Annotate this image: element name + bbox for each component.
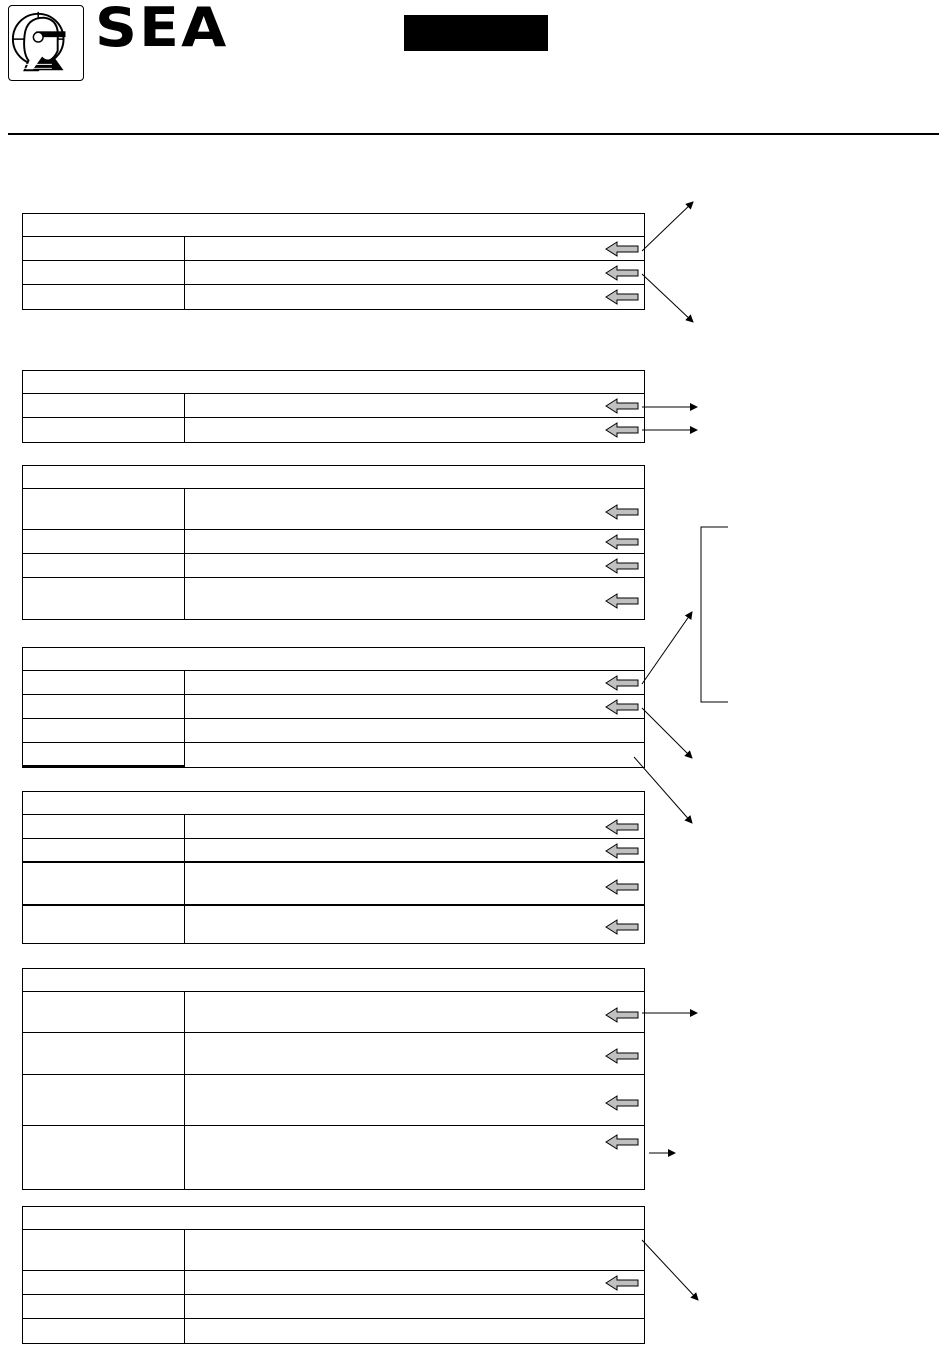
bracket (701, 527, 728, 702)
row-label-cell (23, 285, 185, 309)
left-arrow-icon (605, 534, 639, 550)
left-arrow-icon (605, 1048, 639, 1064)
row-value-cell (185, 1126, 644, 1189)
row-label-cell (23, 489, 185, 529)
row-value-cell (185, 285, 644, 309)
table-row (23, 285, 644, 309)
row-value-cell (185, 992, 644, 1032)
row-label-cell (23, 671, 185, 694)
table-row (23, 863, 644, 906)
row-label-cell (23, 578, 185, 619)
table-header (23, 214, 644, 237)
row-label-cell (23, 1126, 185, 1189)
header-divider (8, 133, 939, 135)
row-label-cell (23, 394, 185, 417)
row-label-cell (23, 695, 185, 718)
parameter-table-4 (22, 647, 645, 768)
table-header (23, 648, 644, 671)
row-label-cell (23, 719, 185, 742)
pointer-line (642, 202, 693, 251)
table-row (23, 992, 644, 1033)
pointer-line (642, 1240, 698, 1300)
row-value-cell (185, 1319, 644, 1343)
table-row (23, 394, 644, 418)
parameter-table-7 (22, 1206, 645, 1344)
row-value-cell (185, 1295, 644, 1318)
brand-wordmark (95, 0, 245, 59)
table-header (23, 466, 644, 489)
table-row (23, 554, 644, 578)
row-value-cell (185, 1271, 644, 1294)
table-row (23, 839, 644, 863)
table-row (23, 1319, 644, 1343)
row-value-cell (185, 237, 644, 260)
row-value-cell (185, 394, 644, 417)
row-label-cell (23, 743, 185, 767)
row-value-cell (185, 863, 644, 904)
left-arrow-icon (605, 593, 639, 609)
row-label-cell (23, 1271, 185, 1294)
left-arrow-icon (605, 289, 639, 305)
left-arrow-icon (605, 398, 639, 414)
pointer-line (642, 708, 692, 758)
left-arrow-icon (605, 558, 639, 574)
row-value-cell (185, 530, 644, 553)
row-value-cell (185, 839, 644, 861)
table-header (23, 371, 644, 394)
parameter-table-6 (22, 968, 645, 1190)
left-arrow-icon (605, 422, 639, 438)
row-label-cell (23, 815, 185, 838)
row-value-cell (185, 1230, 644, 1270)
table-row (23, 719, 644, 743)
table-row (23, 1271, 644, 1295)
table-row (23, 815, 644, 839)
parameter-table-1 (22, 213, 645, 310)
left-arrow-icon (605, 699, 639, 715)
table-row (23, 906, 644, 943)
row-value-cell (185, 671, 644, 694)
table-row (23, 261, 644, 285)
left-arrow-icon (605, 919, 639, 935)
table-row (23, 1230, 644, 1271)
redacted-label-bar (404, 15, 548, 51)
table-row (23, 743, 644, 767)
brand-name: SEA (95, 0, 229, 59)
row-label-cell (23, 237, 185, 260)
left-arrow-icon (605, 241, 639, 257)
row-value-cell (185, 695, 644, 718)
row-value-cell (185, 554, 644, 577)
row-label-cell (23, 839, 185, 861)
left-arrow-icon (605, 843, 639, 859)
parameter-table-3 (22, 465, 645, 620)
left-arrow-icon (605, 879, 639, 895)
row-label-cell (23, 1230, 185, 1270)
parameter-table-5 (22, 791, 645, 944)
pointer-line (642, 274, 693, 322)
row-value-cell (185, 1075, 644, 1125)
table-header (23, 792, 644, 815)
pointer-line (642, 612, 692, 684)
table-row (23, 530, 644, 554)
row-label-cell (23, 1033, 185, 1074)
table-row (23, 1295, 644, 1319)
left-arrow-icon (605, 1275, 639, 1291)
row-label-cell (23, 906, 185, 943)
row-value-cell (185, 578, 644, 619)
row-label-cell (23, 261, 185, 284)
left-arrow-icon (605, 675, 639, 691)
row-value-cell (185, 906, 644, 943)
left-arrow-icon (605, 1134, 639, 1150)
left-arrow-icon (605, 1007, 639, 1023)
table-row (23, 1075, 644, 1126)
left-arrow-icon (605, 504, 639, 520)
row-value-cell (185, 1033, 644, 1074)
technician-headset-icon (9, 6, 83, 80)
row-value-cell (185, 418, 644, 442)
row-label-cell (23, 554, 185, 577)
table-header (23, 1207, 644, 1230)
table-row (23, 418, 644, 442)
table-row (23, 489, 644, 530)
table-row (23, 1033, 644, 1075)
row-value-cell (185, 815, 644, 838)
left-arrow-icon (605, 819, 639, 835)
row-value-cell (185, 743, 644, 767)
table-row (23, 671, 644, 695)
row-label-cell (23, 1295, 185, 1318)
table-row (23, 1126, 644, 1189)
left-arrow-icon (605, 1095, 639, 1111)
row-label-cell (23, 1319, 185, 1343)
row-value-cell (185, 261, 644, 284)
company-logo-badge (8, 5, 84, 81)
row-label-cell (23, 992, 185, 1032)
parameter-table-2 (22, 370, 645, 443)
row-value-cell (185, 489, 644, 529)
row-label-cell (23, 418, 185, 442)
table-header (23, 969, 644, 992)
table-row (23, 695, 644, 719)
row-label-cell (23, 1075, 185, 1125)
left-arrow-icon (605, 265, 639, 281)
table-row (23, 237, 644, 261)
table-row (23, 578, 644, 619)
row-label-cell (23, 863, 185, 904)
row-label-cell (23, 530, 185, 553)
row-value-cell (185, 719, 644, 742)
